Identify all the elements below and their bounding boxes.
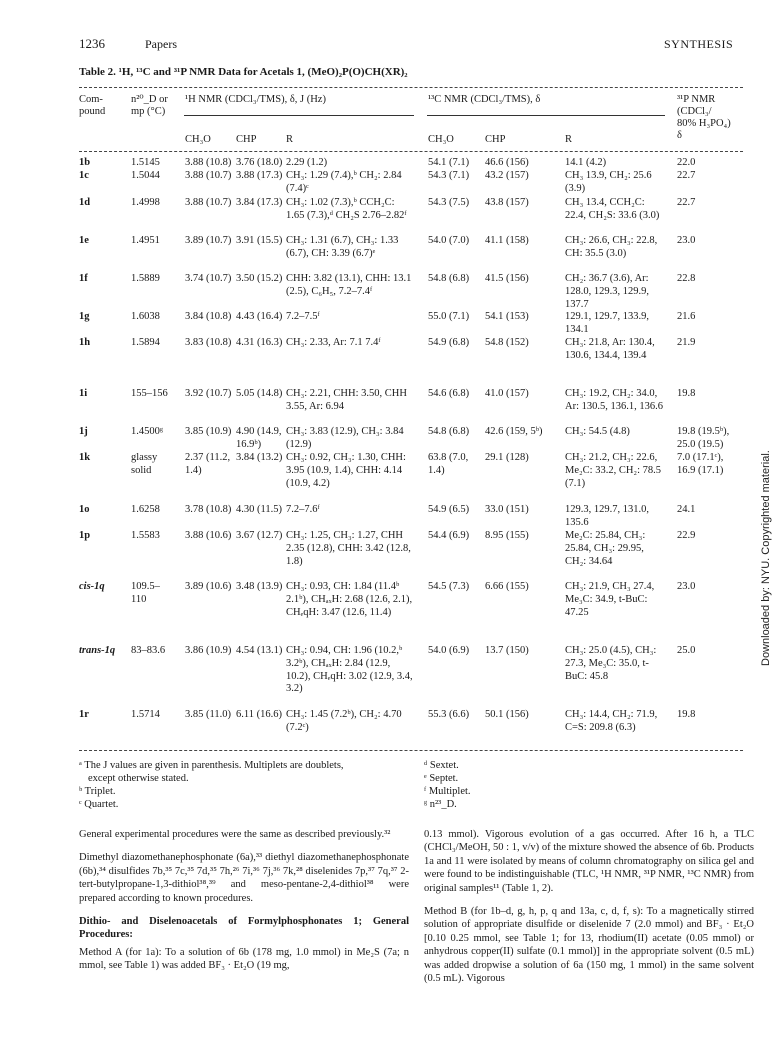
subcol-c-r: R xyxy=(565,134,573,145)
cell-compound: cis-1q xyxy=(79,581,105,592)
cell-h-chp: 3.84 (13.2) xyxy=(236,452,283,463)
cell-nd: 1.4500ᵍ xyxy=(131,426,164,437)
cell-p31: 22.7 xyxy=(677,170,696,181)
cell-nd: 1.6038 xyxy=(131,311,160,322)
footnote-b: ᵇ Triplet. xyxy=(79,786,116,797)
footnote-g: ᵍ n²³_D. xyxy=(424,799,457,810)
h-nmr-group-rule xyxy=(184,115,414,116)
cell-c-r: Me₂C: 25.84, CH₃: 25.84, CH₃: 29.95, CH₂: 34.64 xyxy=(565,530,646,567)
cell-compound: 1r xyxy=(79,709,89,720)
cell-c-chp: 6.66 (155) xyxy=(485,581,529,592)
cell-p31: 23.0 xyxy=(677,581,696,592)
cell-c-r: CH₃: 25.0 (4.5), CH₃: 27.3, Me₃C: 35.0, t-BuC: 45.8 xyxy=(565,645,657,682)
cell-h-ch3o: 3.78 (10.8) xyxy=(185,504,232,515)
cell-p31: 19.8 xyxy=(677,709,696,720)
cell-h-ch3o: 3.83 (10.8) xyxy=(185,337,232,348)
col-13c-nmr: ¹³C NMR (CDCl₃/TMS), δ xyxy=(428,94,541,105)
cell-h-ch3o: 3.85 (10.9) xyxy=(185,426,232,437)
cell-c-ch3o: 54.0 (7.0) xyxy=(428,235,470,246)
cell-nd: 109.5–110 xyxy=(131,581,160,605)
cell-h-r: CH₃: 1.31 (6.7), CH₃: 1.33 (6.7), CH: 3.39 (6.7)ᵉ xyxy=(286,235,399,259)
cell-nd: 155–156 xyxy=(131,388,168,399)
cell-c-r: CH₃: 26.6, CH₃: 22.8, CH: 35.5 (3.0) xyxy=(565,235,658,259)
cell-c-chp: 46.6 (156) xyxy=(485,157,529,168)
footnote-f: ᶠ Multiplet. xyxy=(424,786,471,797)
cell-compound: 1e xyxy=(79,235,89,246)
footnote-e: ᵉ Septet. xyxy=(424,773,459,784)
footnote-a: ᵃ The J values are given in parenthesis. Multiplets are doublets, xyxy=(79,760,344,771)
cell-p31: 22.0 xyxy=(677,157,696,168)
cell-c-ch3o: 63.8 (7.0, 1.4) xyxy=(428,452,469,476)
subcol-c-chp: CHP xyxy=(485,134,506,145)
cell-compound: 1h xyxy=(79,337,91,348)
cell-h-chp: 3.50 (15.2) xyxy=(236,273,283,284)
cell-c-chp: 50.1 (156) xyxy=(485,709,529,720)
section-label: Papers xyxy=(145,37,177,51)
cell-h-ch3o: 3.84 (10.8) xyxy=(185,311,232,322)
cell-c-chp: 41.1 (158) xyxy=(485,235,529,246)
cell-h-ch3o: 3.86 (10.9) xyxy=(185,645,232,656)
cell-c-r: CH₃: 21.8, Ar: 130.4, 130.6, 134.4, 139.4 xyxy=(565,337,655,361)
cell-compound: 1k xyxy=(79,452,91,463)
journal-name: SYNTHESIS xyxy=(664,37,734,51)
subcol-h-ch3o: CH₃O xyxy=(185,134,211,145)
cell-c-ch3o: 54.3 (7.5) xyxy=(428,197,470,208)
cell-nd: 1.5714 xyxy=(131,709,160,720)
cell-compound: 1d xyxy=(79,197,91,208)
cell-h-ch3o: 3.92 (10.7) xyxy=(185,388,232,399)
cell-c-ch3o: 54.9 (6.8) xyxy=(428,337,470,348)
cell-c-chp: 8.95 (155) xyxy=(485,530,529,541)
cell-h-r: 7.2–7.6ᶠ xyxy=(286,504,320,515)
cell-c-ch3o: 54.3 (7.1) xyxy=(428,170,470,181)
cell-h-ch3o: 3.88 (10.8) xyxy=(185,157,232,168)
cell-p31: 19.8 xyxy=(677,388,696,399)
cell-c-r: CH₃: 21.9, CH₃ 27.4, Me₃C: 34.9, t-BuC: 47.25 xyxy=(565,581,655,618)
cell-nd: 1.6258 xyxy=(131,504,160,515)
paragraph: General experimental procedures were the same as described previously.³² xyxy=(79,829,391,840)
cell-c-ch3o: 54.9 (6.5) xyxy=(428,504,470,515)
cell-c-chp: 43.2 (157) xyxy=(485,170,529,181)
cell-c-chp: 41.5 (156) xyxy=(485,273,529,284)
cell-c-ch3o: 54.6 (6.8) xyxy=(428,388,470,399)
col-31p-nmr: ³¹P NMR (CDCl₃/ 80% H₃PO₄) δ xyxy=(677,94,731,141)
cell-h-chp: 3.67 (12.7) xyxy=(236,530,283,541)
cell-c-chp: 54.1 (153) xyxy=(485,311,529,322)
cell-c-ch3o: 54.4 (6.9) xyxy=(428,530,470,541)
cell-h-r: CH₃: 3.83 (12.9), CH₃: 3.84 (12.9) xyxy=(286,426,404,450)
right-text-column xyxy=(424,828,754,995)
left-text-column xyxy=(79,828,409,983)
cell-h-chp: 4.30 (11.5) xyxy=(236,504,282,515)
cell-p31: 24.1 xyxy=(677,504,696,515)
cell-compound: 1o xyxy=(79,504,90,515)
paragraph: 0.13 mmol). Vigorous evolution of a gas occurred. After 16 h, a TLC (CHCl₃/MeOH, 50 : 1, v/v) of the mixture showed the absence of 6b. Products 1a and 11 were isolated by means of column chromatography on silica gel and were found to be indistinguishable (TLC, ¹H NMR, ³¹P NMR, ¹³C NMR) from original samples¹¹ (Table 1, 2). xyxy=(424,829,754,894)
subcol-h-chp: CHP xyxy=(236,134,257,145)
download-watermark xyxy=(756,420,776,670)
footnote-c: ᶜ Quartet. xyxy=(79,799,119,810)
section-heading: Dithio- and Diselenoacetals of Formylphosphonates 1; General Procedures: xyxy=(79,916,409,941)
cell-h-ch3o: 3.88 (10.7) xyxy=(185,170,232,181)
cell-h-chp: 3.88 (17.3) xyxy=(236,170,283,181)
cell-h-r: CH₃: 1.02 (7.3),ᵇ CCH₂C: 1.65 (7.3),ᵈ CH₂S 2.76–2.82ᶠ xyxy=(286,197,407,221)
paragraph: Dimethyl diazomethanephosphonate (6a),³³ diethyl diazomethanephosphonate (6b),³⁴ disulfides 7b,³⁵ 7c,³⁵ 7d,³⁵ 7h,²⁶ 7i,³⁶ 7j,³⁶ 7k,²⁸ diselenides 7p,³⁷ 7q,³⁷ 2-tert-butylpropane-1,3-dithiol³⁸,³⁹ and meso-pentane-2,4-dithiol³⁸ were prepared according to known procedures. xyxy=(79,852,409,904)
cell-h-r: CH₃: 1.29 (7.4),ᵇ CH₂: 2.84 (7.4)ᶜ xyxy=(286,170,402,194)
cell-nd: 1.5889 xyxy=(131,273,160,284)
cell-h-ch3o: 3.89 (10.6) xyxy=(185,581,232,592)
cell-h-r: CH₃: 1.25, CH₃: 1.27, CHH 2.35 (12.8), CHH: 3.42 (12.8, 1.8) xyxy=(286,530,411,567)
cell-compound: 1g xyxy=(79,311,90,322)
cell-nd: 1.5583 xyxy=(131,530,160,541)
cell-c-ch3o: 54.5 (7.3) xyxy=(428,581,470,592)
cell-c-ch3o: 55.0 (7.1) xyxy=(428,311,470,322)
footnotes-left xyxy=(79,759,409,811)
cell-h-ch3o: 3.88 (10.7) xyxy=(185,197,232,208)
cell-p31: 19.8 (19.5ᵇ), 25.0 (19.5) xyxy=(677,426,730,450)
col-1h-nmr: ¹H NMR (CDCl₃/TMS), δ, J (Hz) xyxy=(185,94,326,105)
cell-h-ch3o: 2.37 (11.2, 1.4) xyxy=(185,452,231,476)
cell-nd: 1.4951 xyxy=(131,235,160,246)
col-compound: Com- pound xyxy=(79,94,106,117)
cell-compound: 1i xyxy=(79,388,88,399)
cell-h-r: CH₃: 0.93, CH: 1.84 (11.4ᵇ 2.1ᵇ), CHₐₓH: 2.68 (12.6, 2.1), CHₑqH: 3.47 (12.6, 11.4) xyxy=(286,581,413,618)
cell-h-ch3o: 3.74 (10.7) xyxy=(185,273,232,284)
cell-c-ch3o: 55.3 (6.6) xyxy=(428,709,470,720)
cell-c-chp: 13.7 (150) xyxy=(485,645,529,656)
cell-p31: 22.8 xyxy=(677,273,696,284)
cell-nd: 1.5894 xyxy=(131,337,160,348)
subcol-c-ch3o: CH₃O xyxy=(428,134,454,145)
cell-p31: 21.6 xyxy=(677,311,696,322)
cell-h-chp: 3.91 (15.5) xyxy=(236,235,283,246)
cell-nd: 1.4998 xyxy=(131,197,160,208)
cell-h-r: 7.2–7.5ᶠ xyxy=(286,311,320,322)
paragraph: Method A (for 1a): To a solution of 6b (178 mg, 1.0 mmol) in Me₂S (7a; n mmol, see Table 1) was added BF₃ · Et₂O (19 mg, xyxy=(79,946,409,972)
cell-c-r: 129.1, 129.7, 133.9, 134.1 xyxy=(565,311,649,335)
cell-compound: trans-1q xyxy=(79,645,116,656)
cell-c-r: CH₂: 36.7 (3.6), Ar: 128.0, 129.3, 129.9, 137.7 xyxy=(565,273,649,310)
cell-c-r: CH₃: 14.4, CH₂: 71.9, C=S: 209.8 (6.3) xyxy=(565,709,658,733)
cell-h-ch3o: 3.88 (10.6) xyxy=(185,530,232,541)
cell-c-ch3o: 54.1 (7.1) xyxy=(428,157,470,168)
cell-c-chp: 42.6 (159, 5ᵇ) xyxy=(485,426,543,437)
cell-h-chp: 3.48 (13.9) xyxy=(236,581,283,592)
cell-p31: 21.9 xyxy=(677,337,696,348)
cell-compound: 1b xyxy=(79,157,91,168)
cell-h-ch3o: 3.85 (11.0) xyxy=(185,709,231,720)
cell-h-chp: 6.11 (16.6) xyxy=(236,709,282,720)
footnote-d: ᵈ Sextet. xyxy=(424,760,459,771)
cell-h-r: CH₃: 1.45 (7.2ᵇ), CH₂: 4.70 (7.2ᶜ) xyxy=(286,709,402,733)
cell-c-r: CH₃: 19.2, CH₂: 34.0, Ar: 130.5, 136.1, 136.6 xyxy=(565,388,663,412)
table-bottom-rule xyxy=(79,750,743,751)
cell-c-chp: 54.8 (152) xyxy=(485,337,529,348)
cell-c-r: 129.3, 129.7, 131.0, 135.6 xyxy=(565,504,649,528)
subcol-h-r: R xyxy=(286,134,294,145)
cell-compound: 1j xyxy=(79,426,88,437)
cell-h-chp: 3.84 (17.3) xyxy=(236,197,283,208)
cell-h-chp: 4.43 (16.4) xyxy=(236,311,283,322)
cell-p31: 7.0 (17.1ᶜ), 16.9 (17.1) xyxy=(677,452,724,476)
cell-nd: 1.5044 xyxy=(131,170,160,181)
cell-c-chp: 41.0 (157) xyxy=(485,388,529,399)
page-number: 1236 xyxy=(79,36,105,51)
cell-compound: 1c xyxy=(79,170,89,181)
footnotes-right xyxy=(424,759,624,811)
cell-h-r: CH₃: 2.33, Ar: 7.1 7.4ᶠ xyxy=(286,337,381,348)
c-nmr-group-rule xyxy=(427,115,665,116)
cell-h-r: 2.29 (1.2) xyxy=(286,157,328,168)
table-header-rule xyxy=(79,151,743,152)
cell-h-ch3o: 3.89 (10.7) xyxy=(185,235,232,246)
table-top-rule xyxy=(79,87,743,88)
cell-nd: 83–83.6 xyxy=(131,645,166,656)
watermark-text: Downloaded by: NYU. Copyrighted material. xyxy=(760,450,772,666)
cell-c-r: 14.1 (4.2) xyxy=(565,157,607,168)
cell-p31: 22.9 xyxy=(677,530,696,541)
cell-h-chp: 5.05 (14.8) xyxy=(236,388,283,399)
cell-c-chp: 29.1 (128) xyxy=(485,452,529,463)
cell-h-chp: 4.90 (14.9, 16.9ᵇ) xyxy=(236,426,282,450)
cell-h-r: CH₃: 0.92, CH₃: 1.30, CHH: 3.95 (10.9, 1.4), CHH: 4.14 (10.9, 4.2) xyxy=(286,452,406,489)
cell-p31: 23.0 xyxy=(677,235,696,246)
cell-nd: 1.5145 xyxy=(131,157,160,168)
cell-compound: 1f xyxy=(79,273,88,284)
cell-c-r: CH₃: 21.2, CH₃: 22.6, Me₂C: 33.2, CH₂: 78.5 (7.1) xyxy=(565,452,661,489)
cell-h-r: CHH: 3.82 (13.1), CHH: 13.1 (2.5), C₆H₅, 7.2–7.4ᶠ xyxy=(286,273,412,297)
footnote-a-cont: except otherwise stated. xyxy=(88,773,189,784)
cell-h-r: CH₃: 0.94, CH: 1.96 (10.2,ᵇ 3.2ᵇ), CHₐₓH: 2.84 (12.9, 10.2), CHₑqH: 3.02 (12.9, 3.4, 3.2) xyxy=(286,645,413,695)
cell-c-r: CH₃ 13.4, CCH₂C: 22.4, CH₂S: 33.6 (3.0) xyxy=(565,197,660,221)
cell-c-r: CH₃: 54.5 (4.8) xyxy=(565,426,630,437)
cell-c-chp: 43.8 (157) xyxy=(485,197,529,208)
cell-h-chp: 4.54 (13.1) xyxy=(236,645,283,656)
cell-c-ch3o: 54.8 (6.8) xyxy=(428,273,470,284)
paragraph: Method B (for 1b–d, g, h, p, q and 13a, c, d, f, s): To a magnetically stirred solution of appropriate disulfide or diselenide 7 (2.0 mmol) and BF₃ · Et₂O [0.10 0.25 mmol, see Table 1; for 13, rhodium(II) acetate (0.05 mmol) or anhydrous copper(II) sulfate (0.1 mmol)] in the appropriate solvent (0.5 mL) was added dropwise a solution of 6a (150 mg, 1 mmol) in the same solvent (0.5 mL). Vigorous xyxy=(424,906,754,985)
cell-nd: glassy solid xyxy=(131,452,158,476)
cell-c-ch3o: 54.8 (6.8) xyxy=(428,426,470,437)
cell-compound: 1p xyxy=(79,530,91,541)
cell-h-r: CH₃: 2.21, CHH: 3.50, CHH 3.55, Ar: 6.94 xyxy=(286,388,407,412)
cell-h-chp: 3.76 (18.0) xyxy=(236,157,283,168)
table-title: Table 2. ¹H, ¹³C and ³¹P NMR Data for Acetals 1, (MeO)₂P(O)CH(XR)₂ xyxy=(79,66,408,78)
cell-p31: 22.7 xyxy=(677,197,696,208)
cell-c-chp: 33.0 (151) xyxy=(485,504,529,515)
cell-c-ch3o: 54.0 (6.9) xyxy=(428,645,470,656)
cell-p31: 25.0 xyxy=(677,645,696,656)
cell-h-chp: 4.31 (16.3) xyxy=(236,337,283,348)
cell-c-r: CH₃ 13.9, CH₂: 25.6 (3.9) xyxy=(565,170,652,194)
col-nd-mp: n²⁰_D or mp (°C) xyxy=(131,94,168,117)
